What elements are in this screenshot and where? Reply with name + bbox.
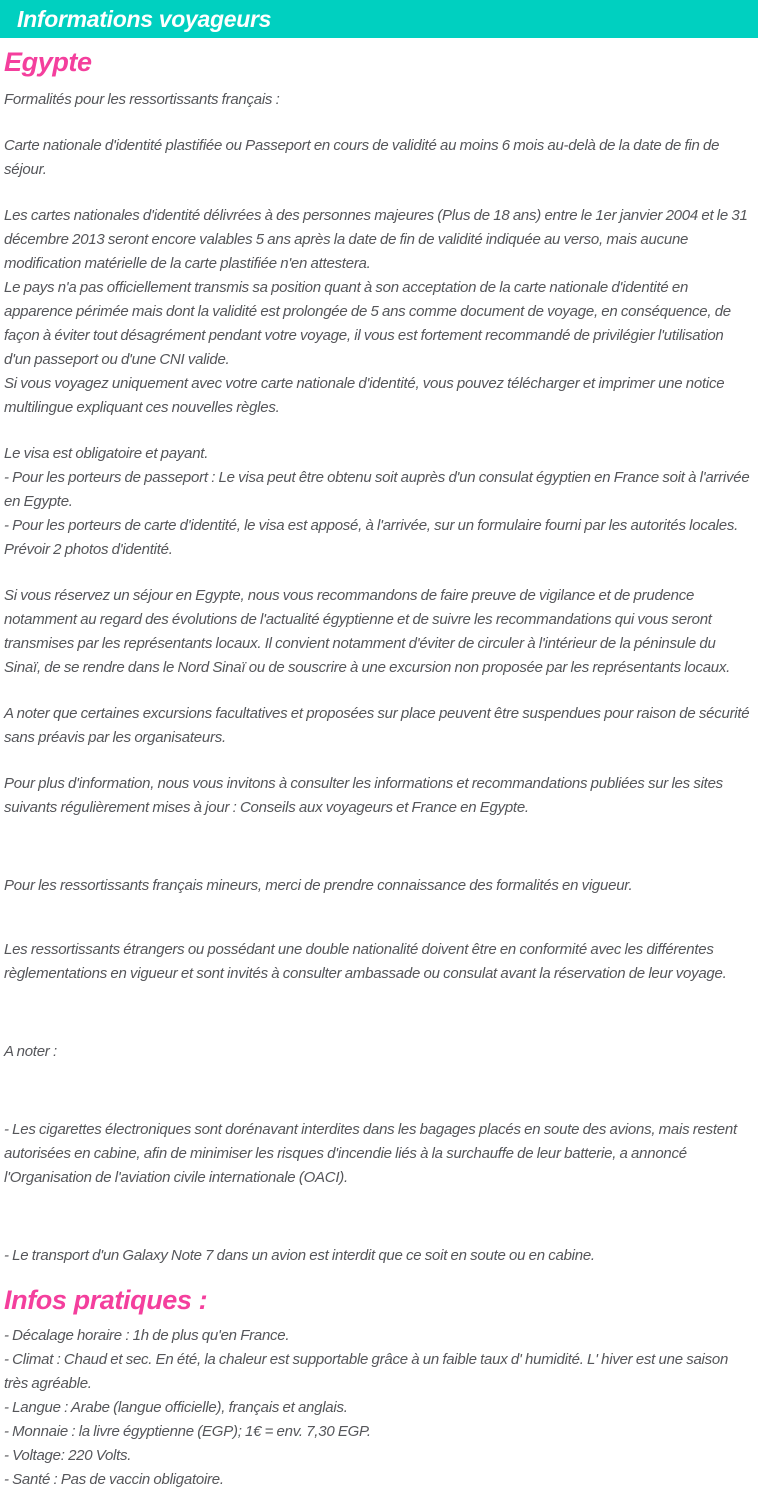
practical-heading: Infos pratiques : [4, 1285, 208, 1315]
paragraph-notice-multilingue: Si vous voyagez uniquement avec votre carte nationale d'identité, vous pouvez télécharger et imprimer une notice multilingue expliquant ces nouvelles règles. [4, 375, 725, 416]
paragraph-vigilance-sinai: Si vous réservez un séjour en Egypte, nous vous recommandons de faire preuve de vigilance et de prudence notamment au regard des évolutions de l'actualité égyptienne et de suivre les recommandations qui vous seront transmises par les représentants locaux. Il convient notamment d'éviter de circuler à l'intérieur de la péninsule du Sinaï, de se rendre dans le Nord Sinaï ou de souscrire à une excursion non proposée par les représentants locaux. [4, 587, 731, 676]
paragraph-visa-carte-identite: - Pour les porteurs de carte d'identité, le visa est apposé, à l'arrivée, sur un formulaire fourni par les autorités locales. Prévoir 2 photos d'identité. [4, 517, 739, 558]
country-heading: Egypte [4, 47, 92, 77]
paragraph-etrangers-double-nationalite: Les ressortissants étrangers ou possédant une double nationalité doivent être en conformité avec les différentes règlementations en vigueur et sont invités à consulter ambassade ou consulat avant la réservation de leur voyage. [4, 941, 727, 982]
paragraph-formalites: Formalités pour les ressortissants français : [4, 91, 280, 108]
practical-item-monnaie: - Monnaie : la livre égyptienne (EGP); 1€ = env. 7,30 EGP. [4, 1423, 371, 1440]
paragraph-visa-passeport: - Pour les porteurs de passeport : Le visa peut être obtenu soit auprès d'un consulat égyptien en France soit à l'arrivée en Egypte. [4, 469, 750, 510]
header-bar [0, 0, 758, 38]
practical-item-sante: - Santé : Pas de vaccin obligatoire. [4, 1471, 224, 1488]
paragraph-excursions-suspendues: A noter que certaines excursions facultatives et proposées sur place peuvent être suspendues pour raison de sécurité sans préavis par les organisateurs. [4, 705, 750, 746]
paragraph-carte-identite-validite: Carte nationale d'identité plastifiée ou Passeport en cours de validité au moins 6 mois au-delà de la date de fin de séjour. [4, 137, 720, 178]
practical-item-climat: - Climat : Chaud et sec. En été, la chaleur est supportable grâce à un faible taux d' humidité. L' hiver est une saison très agréable. [4, 1351, 729, 1392]
practical-item-decalage-horaire: - Décalage horaire : 1h de plus qu'en France. [4, 1327, 290, 1344]
paragraph-mineurs: Pour les ressortissants français mineurs, merci de prendre connaissance des formalités en vigueur. [4, 877, 633, 894]
practical-item-voltage: - Voltage: 220 Volts. [4, 1447, 132, 1464]
page-title: Informations voyageurs [17, 5, 272, 32]
paragraph-position-pays: Le pays n'a pas officiellement transmis sa position quant à son acceptation de la carte nationale d'identité en apparence périmée mais dont la validité est prolongée de 5 ans comme document de voyage, en conséquence, de façon à éviter tout désagrément pendant votre voyage, il vous est fortement recommandé de privilégier l'utilisation d'un passeport ou d'une CNI valide. [4, 279, 731, 368]
paragraph-sites-conseils: Pour plus d'information, nous vous invitons à consulter les informations et recommandations publiées sur les sites suivants régulièrement mises à jour : Conseils aux voyageurs et France en Egypte. [4, 775, 723, 816]
paragraph-a-noter: A noter : [4, 1043, 57, 1060]
content-area [0, 47, 758, 1506]
paragraph-visa-obligatoire: Le visa est obligatoire et payant. [4, 445, 209, 462]
practical-item-langue: - Langue : Arabe (langue officielle), français et anglais. [4, 1399, 348, 1416]
paragraph-cartes-2004-2013: Les cartes nationales d'identité délivrées à des personnes majeures (Plus de 18 ans) entre le 1er janvier 2004 et le 31 décembre 2013 seront encore valables 5 ans après la date de fin de validité indiquée au verso, mais aucune modification matérielle de la carte plastifiée n'en attestera. [4, 207, 748, 272]
paragraph-cigarettes-electroniques: - Les cigarettes électroniques sont dorénavant interdites dans les bagages placés en soute des avions, mais restent autorisées en cabine, afin de minimiser les risques d'incendie liés à la surchauffe de leur batterie, a annoncé l'Organisation de l'aviation civile internationale (OACI). [4, 1121, 737, 1186]
paragraph-galaxy-note7: - Le transport d'un Galaxy Note 7 dans un avion est interdit que ce soit en soute ou en cabine. [4, 1247, 595, 1264]
